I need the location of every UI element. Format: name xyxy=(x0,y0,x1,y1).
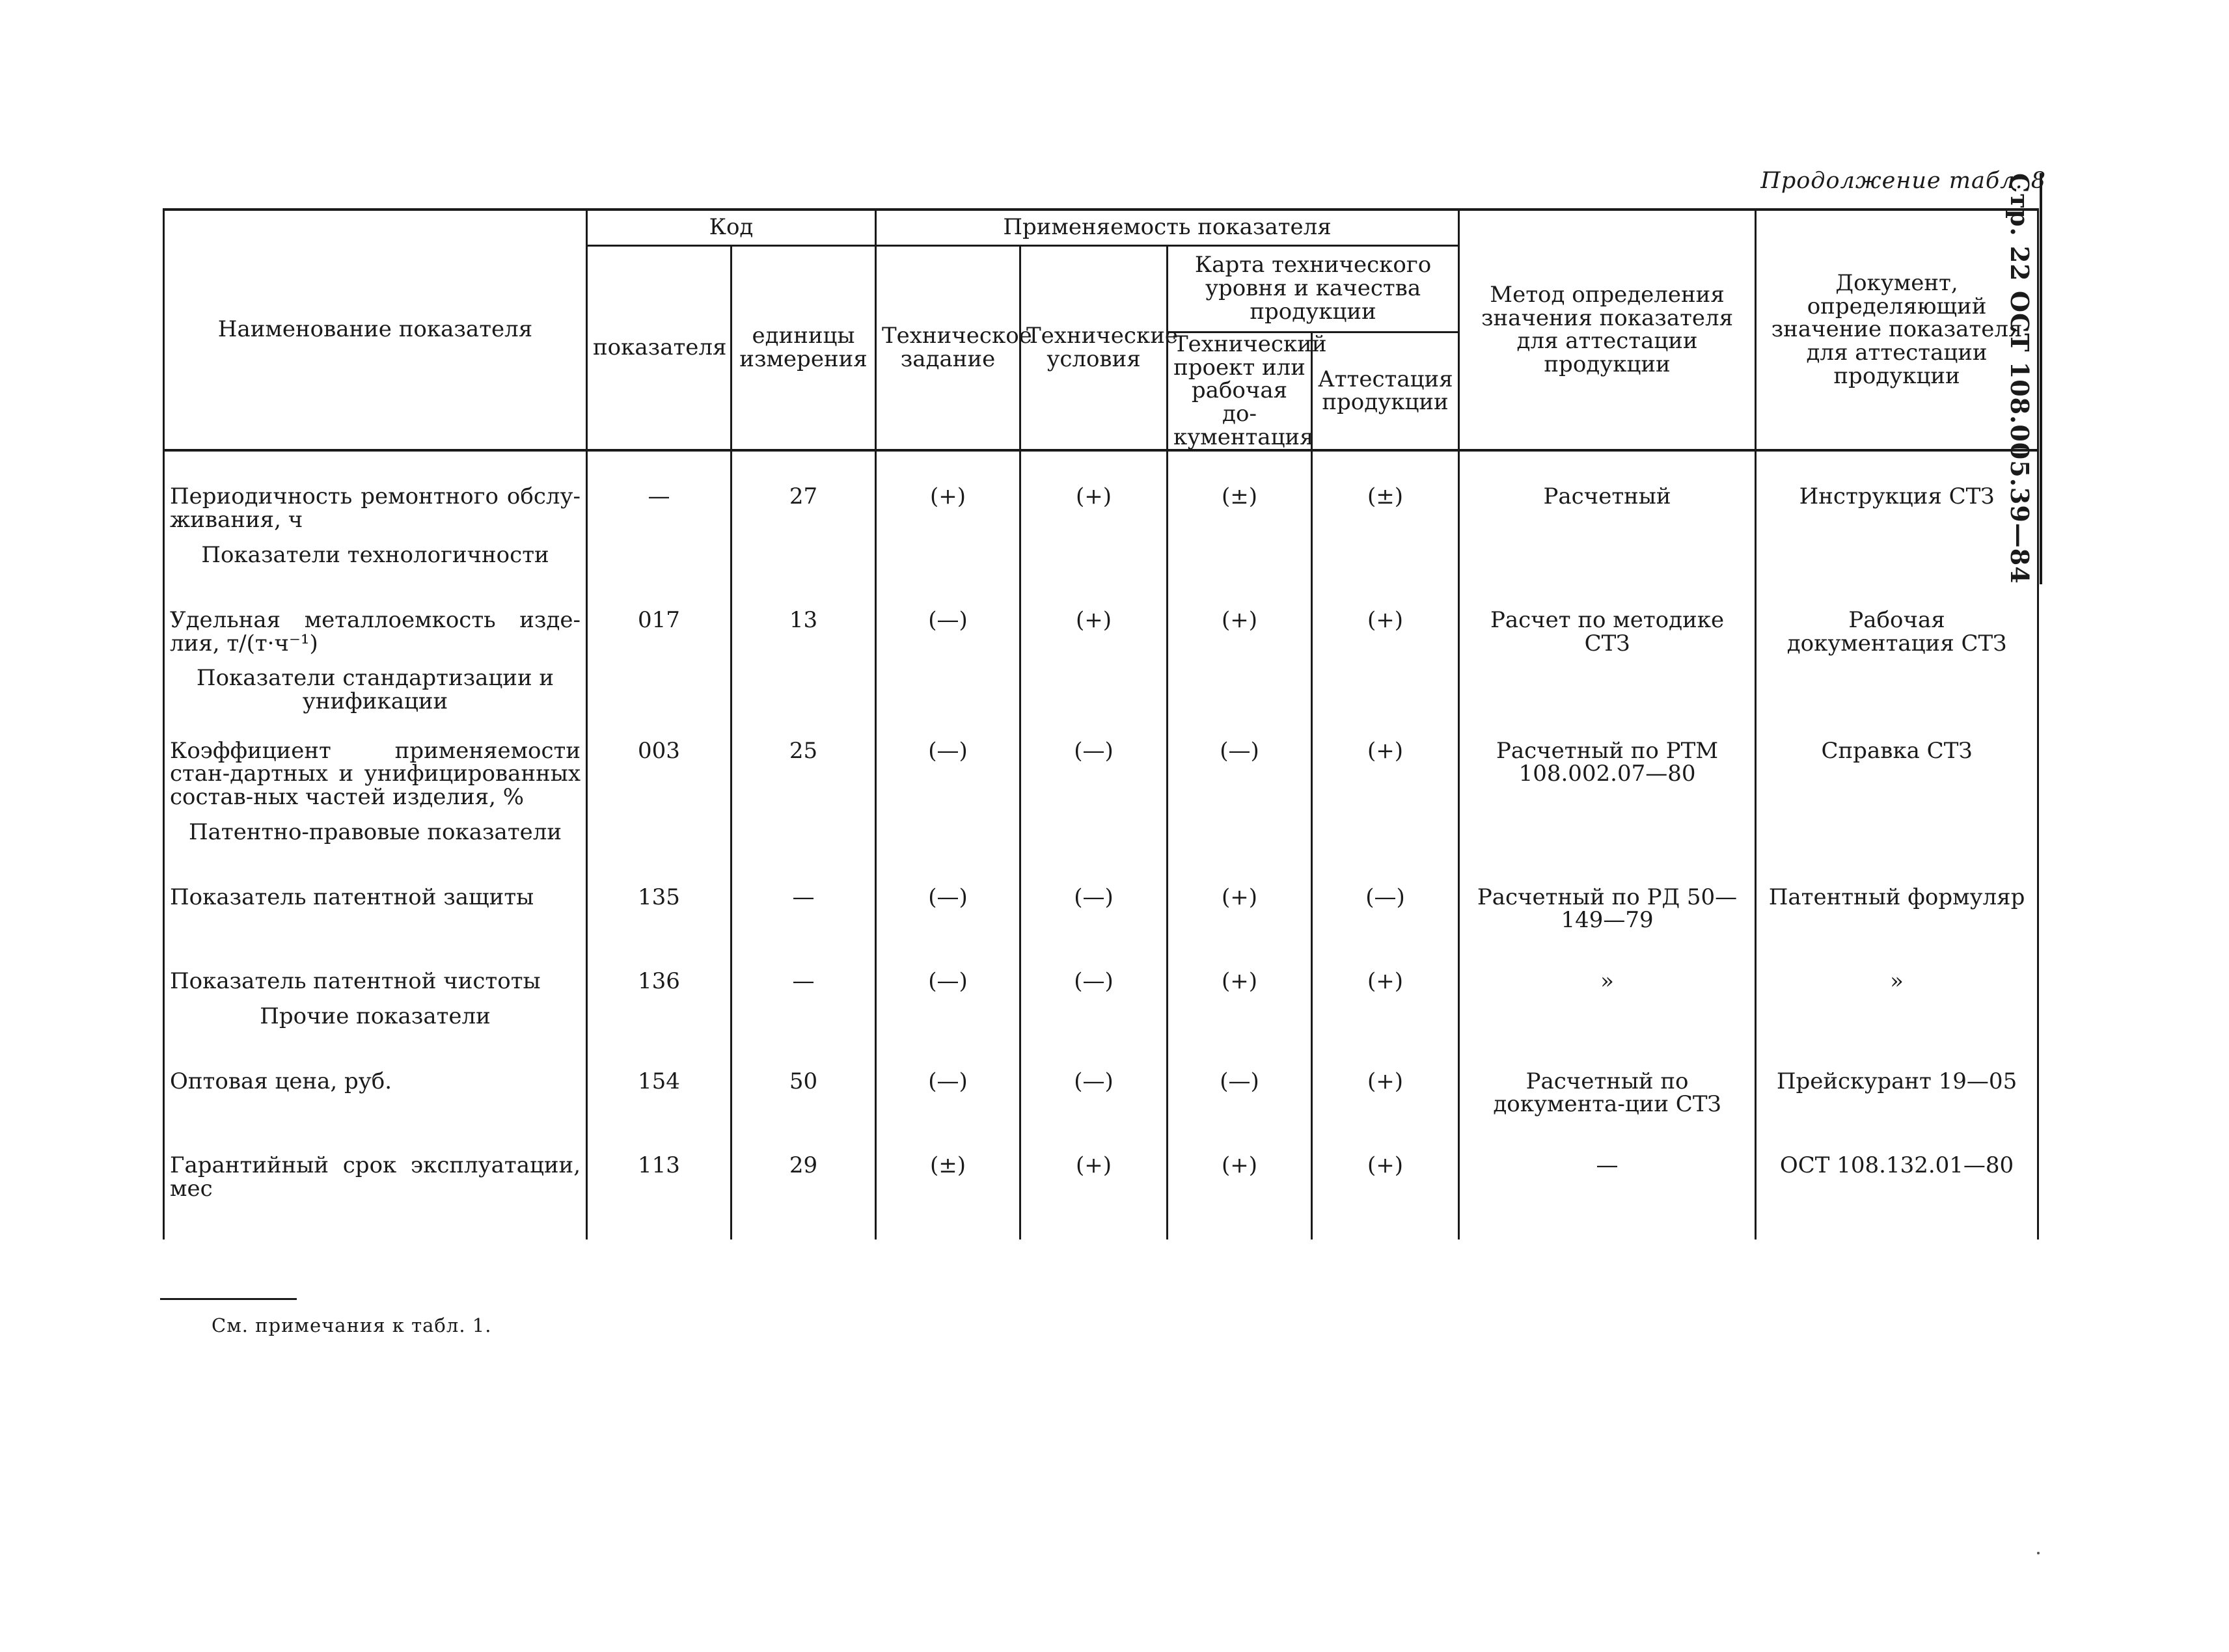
row-tech-conditions: (+) xyxy=(1020,450,1168,543)
row-code: — xyxy=(587,450,732,543)
row-tech-project: (+) xyxy=(1168,944,1312,1005)
row-document: Рабочая документация СТЗ xyxy=(1756,583,2038,667)
row-tech-project: (—) xyxy=(1168,1044,1312,1128)
col-code-indicator-header: показателя xyxy=(587,246,732,451)
table-row xyxy=(164,450,2038,543)
row-tech-project: (+) xyxy=(1168,583,1312,667)
row-attestation: (—) xyxy=(1312,860,1459,944)
row-tech-task: (—) xyxy=(876,583,1020,667)
table-row xyxy=(164,944,2038,1005)
page-side-label: Стр. 22 ОСТ 108.005.39—84 xyxy=(2005,173,2042,584)
table-row xyxy=(164,714,2038,821)
col-tech-conditions-header: Технические условия xyxy=(1020,246,1168,451)
row-unit: — xyxy=(732,860,876,944)
row-name: Показатель патентной защиты xyxy=(164,860,587,944)
row-name: Показатель патентной чистоты xyxy=(164,944,587,1005)
row-name: Гарантийный срок эксплуатации, мес xyxy=(164,1128,587,1239)
row-tech-project: (—) xyxy=(1168,714,1312,821)
row-attestation: (+) xyxy=(1312,944,1459,1005)
table-row xyxy=(164,583,2038,667)
row-code: 136 xyxy=(587,944,732,1005)
footnote: См. примечания к табл. 1. xyxy=(212,1314,492,1336)
row-code: 154 xyxy=(587,1044,732,1128)
table-row xyxy=(164,1128,2038,1239)
col-applicability-group-header: Применяемость показателя xyxy=(876,210,1459,246)
row-tech-conditions: (—) xyxy=(1020,944,1168,1005)
row-unit: 13 xyxy=(732,583,876,667)
row-tech-conditions: (—) xyxy=(1020,860,1168,944)
col-tech-task-header: Техническое задание xyxy=(876,246,1020,451)
row-name: Оптовая цена, руб. xyxy=(164,1044,587,1128)
row-tech-project: (±) xyxy=(1168,450,1312,543)
row-code: 135 xyxy=(587,860,732,944)
row-unit: — xyxy=(732,944,876,1005)
footnote-divider xyxy=(160,1298,297,1300)
row-name: Удельная металлоемкость изде-лия, т/(т·ч⁻¹) xyxy=(164,583,587,667)
col-name-header: Наименование показателя xyxy=(164,210,587,450)
row-tech-task: (±) xyxy=(876,1128,1020,1239)
row-method: » xyxy=(1459,944,1756,1005)
row-attestation: (+) xyxy=(1312,1128,1459,1239)
row-document: ОСТ 108.132.01—80 xyxy=(1756,1128,2038,1239)
row-tech-conditions: (—) xyxy=(1020,1044,1168,1128)
row-attestation: (+) xyxy=(1312,714,1459,821)
row-unit: 29 xyxy=(732,1128,876,1239)
row-method: Расчетный по документа-ции СТЗ xyxy=(1459,1044,1756,1128)
section-row xyxy=(164,667,2038,713)
table-row xyxy=(164,1044,2038,1128)
section-title: Прочие показатели xyxy=(164,1005,587,1044)
row-method: Расчетный по РД 50—149—79 xyxy=(1459,860,1756,944)
row-tech-task: (—) xyxy=(876,944,1020,1005)
row-code: 003 xyxy=(587,714,732,821)
row-tech-conditions: (—) xyxy=(1020,714,1168,821)
col-document-header: Документ, определяющий значение показателя для аттестации продукции xyxy=(1756,210,2038,450)
row-name: Периодичность ремонтного обслу-живания, ч xyxy=(164,450,587,543)
row-document: Инструкция СТЗ xyxy=(1756,450,2038,543)
row-tech-conditions: (+) xyxy=(1020,583,1168,667)
row-method: — xyxy=(1459,1128,1756,1239)
section-row xyxy=(164,1005,2038,1044)
row-method: Расчет по методике СТЗ xyxy=(1459,583,1756,667)
row-document: Справка СТЗ xyxy=(1756,714,2038,821)
row-tech-task: (—) xyxy=(876,714,1020,821)
col-attestation-header: Аттестация продукции xyxy=(1312,332,1459,451)
table-row xyxy=(164,860,2038,944)
row-tech-task: (+) xyxy=(876,450,1020,543)
section-row xyxy=(164,544,2038,583)
row-attestation: (+) xyxy=(1312,1044,1459,1128)
row-unit: 27 xyxy=(732,450,876,543)
continuation-label: Продолжение табл. 8 xyxy=(1760,168,2046,194)
col-map-group-header: Карта технического уровня и качества продукции xyxy=(1168,246,1459,332)
row-attestation: (±) xyxy=(1312,450,1459,543)
section-row xyxy=(164,821,2038,860)
row-method: Расчетный по РТМ 108.002.07—80 xyxy=(1459,714,1756,821)
row-code: 017 xyxy=(587,583,732,667)
col-code-group-header: Код xyxy=(587,210,876,246)
row-document: » xyxy=(1756,944,2038,1005)
row-tech-conditions: (+) xyxy=(1020,1128,1168,1239)
col-method-header: Метод определения значения показателя для аттестации продукции xyxy=(1459,210,1756,450)
row-tech-task: (—) xyxy=(876,860,1020,944)
row-name: Коэффициент применяемости стан-дартных и унифицированных состав-ных частей изделия, % xyxy=(164,714,587,821)
row-document: Прейскурант 19—05 xyxy=(1756,1044,2038,1128)
section-title: Показатели стандартизации и унификации xyxy=(164,667,587,713)
row-tech-project: (+) xyxy=(1168,1128,1312,1239)
row-tech-project: (+) xyxy=(1168,860,1312,944)
row-method: Расчетный xyxy=(1459,450,1756,543)
row-attestation: (+) xyxy=(1312,583,1459,667)
row-document: Патентный формуляр xyxy=(1756,860,2038,944)
section-title: Патентно-правовые показатели xyxy=(164,821,587,860)
row-unit: 50 xyxy=(732,1044,876,1128)
row-code: 113 xyxy=(587,1128,732,1239)
indicators-table xyxy=(163,208,2039,1239)
row-tech-task: (—) xyxy=(876,1044,1020,1128)
row-unit: 25 xyxy=(732,714,876,821)
section-title: Показатели технологичности xyxy=(164,544,587,583)
col-tech-project-header: Технический проект или рабочая до-кументация xyxy=(1168,332,1312,451)
col-code-unit-header: единицы измерения xyxy=(732,246,876,451)
scan-speck xyxy=(2037,1552,2040,1554)
